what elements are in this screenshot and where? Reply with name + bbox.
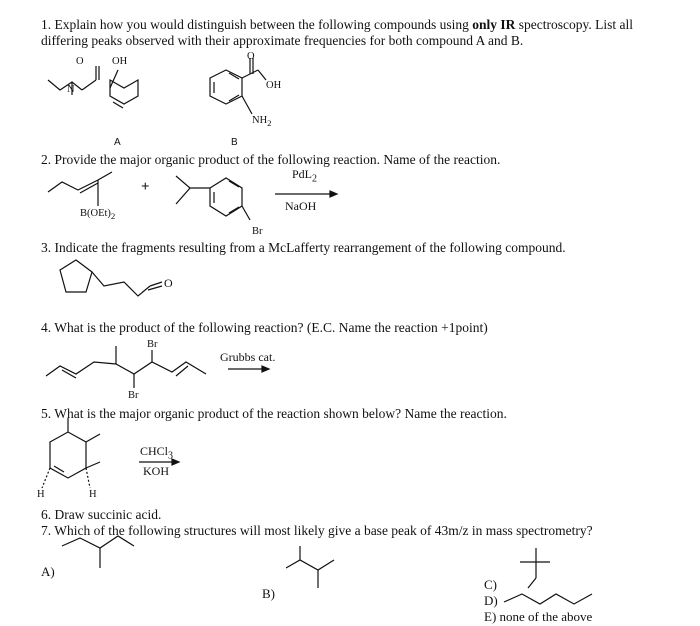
q3-cyclopentyl-ketone: [60, 260, 162, 296]
q1-label-o: O: [76, 56, 84, 67]
question-4-text: 4. What is the product of the following reaction? (E.C. Name the reaction +1point): [41, 320, 488, 335]
question-5-text: 5. What is the major organic product of the reaction shown below? Name the reaction.: [41, 406, 507, 421]
compound-b-label: B: [231, 137, 238, 148]
question-7-text: 7. Which of the following structures will most likely give a base peak of 43m/z in mass spectrometry?: [41, 523, 593, 538]
q2-bromine-label: Br: [252, 226, 263, 237]
q4-catalyst-label: Grubbs cat.: [220, 350, 276, 364]
q7-option-c: C): [484, 577, 497, 592]
q2-plus-sign: +: [141, 179, 150, 195]
q2-catalyst-label: PdL$_2$: [292, 167, 318, 185]
q7-option-b: B): [262, 586, 275, 601]
q2-aryl-bromide: [176, 176, 250, 220]
q7-option-e: E) none of the above: [484, 609, 593, 624]
q2-boronate-label: $B(OEt)_2$: [80, 208, 116, 222]
q1-label-oh: OH: [112, 56, 128, 67]
compound-b-structure: [210, 58, 266, 114]
q5-reagent-bottom: KOH: [143, 464, 169, 478]
q5-hydrogen-right: H: [89, 489, 97, 500]
q4-bromine-bottom: Br: [128, 390, 139, 401]
q7-structure-c: [520, 548, 550, 588]
q2-vinyl-boronate: [48, 172, 112, 206]
q1-label-o2: O: [247, 51, 255, 62]
question-1-emphasis: only IR: [472, 17, 516, 32]
question-6-text: 6. Draw succinic acid.: [41, 507, 162, 522]
compound-a-structure: [48, 66, 138, 108]
q7-structure-b: [286, 546, 334, 588]
question-1-text-end: spectroscopy. List all: [515, 17, 633, 32]
q3-oxygen-label: O: [164, 276, 173, 290]
q7-option-a: A): [41, 564, 55, 579]
q2-reaction-arrow: [275, 191, 337, 197]
q7-option-d: D): [484, 593, 498, 608]
q4-bromine-top: Br: [147, 339, 158, 350]
q2-base-label: NaOH: [285, 199, 317, 213]
question-3-text: 3. Indicate the fragments resulting from a McLafferty rearrangement of the following compound.: [41, 240, 566, 255]
question-2-text: 2. Provide the major organic product of the following reaction. Name of the reaction.: [41, 152, 501, 167]
q1-label-n: N: [67, 84, 75, 95]
question-1-line-2: differing peaks observed with their approximate frequencies for both compound A and B.: [41, 33, 524, 48]
q1-label-nh2: $NH_2$: [252, 115, 272, 129]
q1-label-oh2: OH: [266, 80, 282, 91]
q7-structure-a: [62, 536, 134, 568]
q5-hydrogen-left: H: [37, 489, 45, 500]
compound-a-label: A: [114, 137, 121, 148]
question-1-text: 1. Explain how you would distinguish between the following compounds using: [41, 17, 473, 32]
q5-reagent-top: CHCl$_3$: [140, 444, 174, 462]
q7-structure-d: [504, 594, 592, 604]
